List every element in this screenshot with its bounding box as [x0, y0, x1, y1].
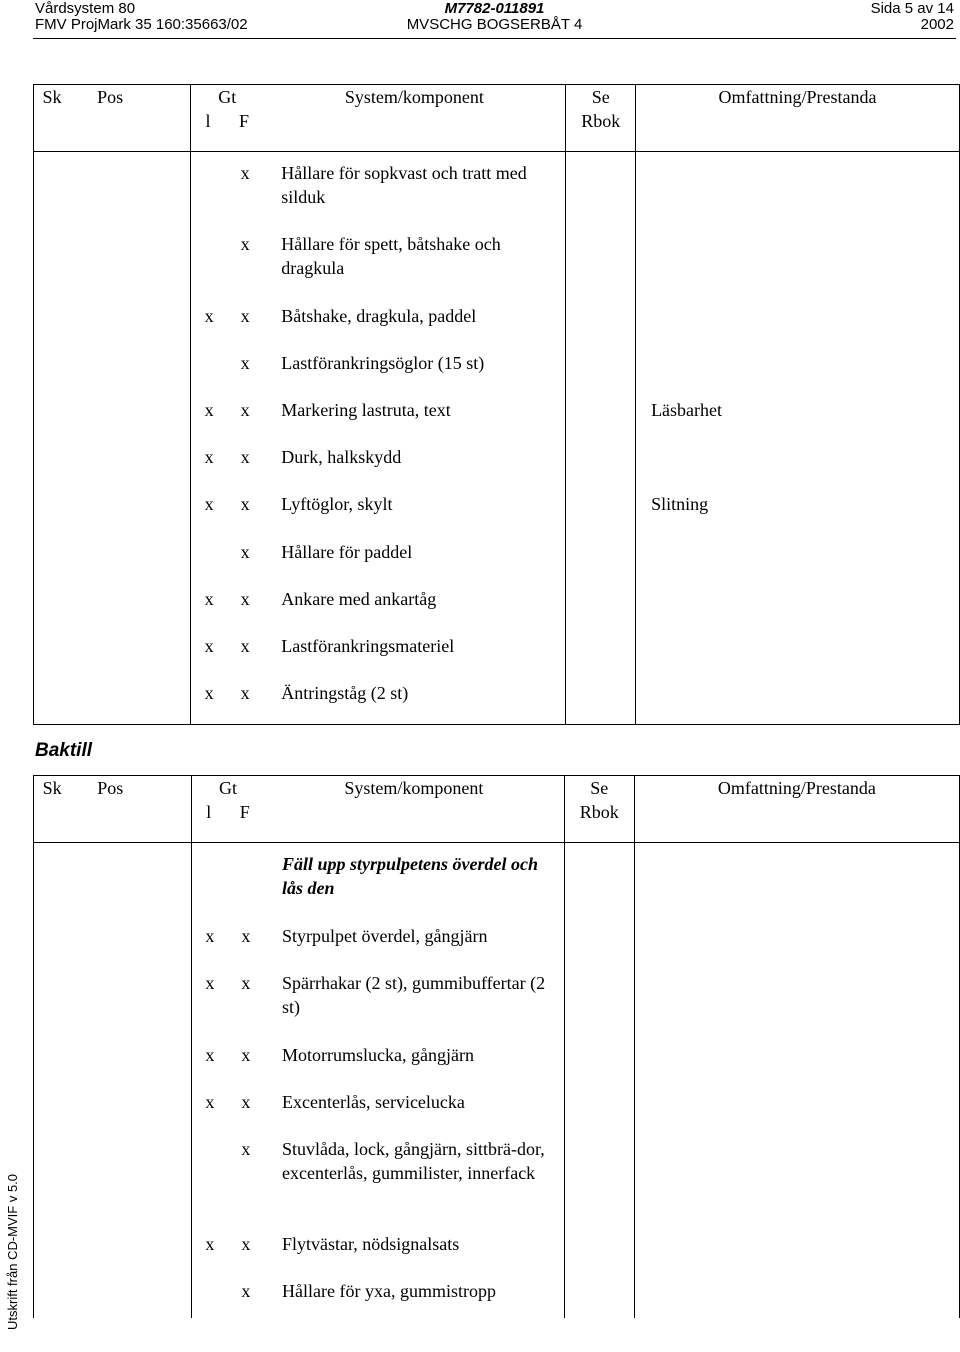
result-text	[636, 578, 960, 625]
component-table-1	[33, 84, 960, 725]
system-name: Vårdsystem 80	[35, 0, 136, 17]
mark-l: x	[191, 389, 227, 436]
mark-l: x	[191, 625, 227, 672]
component-text: Lastförankringsöglor (15 st)	[281, 352, 485, 373]
mark-l: x	[192, 962, 228, 1034]
component-text: Båtshake, dragkula, paddel	[281, 305, 477, 326]
mark-f: x	[240, 541, 250, 562]
result-text: Läsbarhet	[636, 389, 960, 436]
component-text: Äntringståg (2 st)	[263, 672, 566, 725]
col-omfattning-header: Omfattning/Prestanda	[636, 85, 960, 152]
col-omfattning-header: Omfattning/Prestanda	[634, 776, 959, 843]
component-text: Flytvästar, nödsignalsats	[282, 1233, 460, 1254]
vessel-name: MVSCHG BOGSERBÅT 4	[406, 16, 583, 33]
gt-label: Gt	[219, 778, 237, 798]
table-row	[34, 295, 960, 342]
mark-l: x	[191, 672, 227, 725]
section-title: Baktill	[35, 740, 93, 761]
col-gt-header	[191, 85, 264, 152]
table-row	[34, 1034, 960, 1081]
table-row	[34, 1270, 960, 1318]
mark-l: x	[191, 578, 227, 625]
table-row	[34, 531, 960, 578]
result-text	[636, 295, 960, 342]
mark-l	[192, 1270, 228, 1318]
gt-label: Gt	[218, 87, 237, 107]
mark-f: x	[240, 446, 250, 467]
col-sk-header: Sk	[34, 85, 71, 152]
mark-f: x	[241, 1280, 251, 1301]
component-text: Motorrumslucka, gångjärn	[282, 1044, 474, 1065]
se-label: Se	[590, 778, 609, 798]
mark-l: x	[191, 295, 227, 342]
mark-f: x	[241, 1091, 251, 1112]
component-text: Hållare för sopkvast och tratt med silduk	[281, 163, 527, 207]
se-label: Se	[591, 87, 610, 107]
component-text: Styrpulpet överdel, gångjärn	[282, 925, 488, 946]
rbok-label: Rbok	[581, 111, 621, 131]
mark-l	[191, 152, 227, 223]
header-divider	[33, 38, 956, 39]
mark-f: x	[241, 1233, 251, 1254]
result-text	[636, 625, 960, 672]
result-text	[636, 223, 960, 295]
table-row	[34, 436, 960, 483]
table-row	[34, 915, 960, 962]
section-heading-text: Fäll upp styrpulpetens överdel och lås den	[282, 854, 538, 898]
col-pos-header: Pos	[70, 85, 191, 152]
mark-l	[191, 342, 227, 389]
year: 2002	[920, 16, 954, 33]
mark-f: x	[240, 233, 250, 254]
mark-f: x	[227, 672, 263, 725]
col-se-header	[564, 776, 634, 843]
mark-f: x	[240, 493, 250, 514]
col-pos-header: Pos	[70, 776, 191, 843]
col-system-header: System/komponent	[264, 776, 564, 843]
gt-f-label: F	[239, 111, 250, 131]
result-text	[636, 342, 960, 389]
component-text: Lyftöglor, skylt	[281, 493, 393, 514]
result-text	[636, 672, 960, 725]
mark-f: x	[240, 635, 250, 656]
result-text: Slitning	[636, 483, 960, 531]
gt-l-label: l	[206, 802, 212, 822]
mark-f: x	[240, 305, 250, 326]
mark-l	[192, 1128, 228, 1223]
table-header-row	[34, 85, 960, 152]
table-row	[34, 223, 960, 295]
component-text: Ankare med ankartåg	[281, 588, 437, 609]
component-text: Stuvlåda, lock, gångjärn, sittbrä-dor, excenterlås, gummilister, innerfack	[282, 1138, 545, 1183]
component-text: Hållare för paddel	[281, 541, 413, 562]
table-row	[34, 483, 960, 531]
print-source-label: Utskrift från CD-MVIF v 5.0	[5, 1173, 20, 1330]
table-row	[34, 389, 960, 436]
result-text	[636, 152, 960, 223]
table-header-row	[34, 776, 960, 843]
component-text: Excenterlås, servicelucka	[282, 1091, 465, 1112]
mark-f: x	[240, 352, 250, 373]
component-text: Spärrhakar (2 st), gummibuffertar (2 st)	[282, 972, 546, 1017]
table-row	[34, 672, 960, 725]
table-row	[34, 152, 960, 223]
mark-l: x	[192, 915, 228, 962]
table-row	[34, 1223, 960, 1270]
mark-l: x	[191, 436, 227, 483]
page-number: Sida 5 av 14	[870, 0, 954, 17]
result-text	[636, 531, 960, 578]
rbok-label: Rbok	[579, 802, 619, 822]
table-row	[34, 1128, 960, 1223]
col-se-header	[566, 85, 636, 152]
mark-l	[191, 531, 227, 578]
component-text: Hållare för spett, båtshake och dragkula	[281, 233, 501, 278]
document-number: M7782-011891	[444, 0, 545, 17]
mark-f: x	[241, 1138, 251, 1159]
mark-l: x	[191, 483, 227, 531]
col-system-header: System/komponent	[263, 85, 566, 152]
mark-f: x	[240, 588, 250, 609]
component-text: Hållare för yxa, gummistropp	[282, 1280, 496, 1301]
component-text: Lastförankringsmateriel	[281, 635, 455, 656]
mark-f: x	[241, 1044, 251, 1065]
mark-l: x	[192, 1081, 228, 1128]
mark-l	[191, 223, 227, 295]
mark-l: x	[192, 1034, 228, 1081]
col-sk-header: Sk	[34, 776, 71, 843]
table-row	[34, 625, 960, 672]
component-table-2	[33, 775, 960, 1318]
component-text: Markering lastruta, text	[281, 399, 451, 420]
mark-f: x	[240, 399, 250, 420]
table-row	[34, 1081, 960, 1128]
table-row	[34, 578, 960, 625]
mark-f: x	[241, 972, 251, 993]
col-gt-header	[192, 776, 265, 843]
mark-f: x	[240, 163, 250, 183]
result-text	[636, 436, 960, 483]
component-text: Durk, halkskydd	[281, 446, 402, 467]
gt-l-label: l	[205, 111, 211, 131]
table-row	[34, 843, 960, 915]
mark-l: x	[192, 1223, 228, 1270]
mark-f: x	[241, 925, 251, 946]
gt-f-label: F	[239, 802, 250, 822]
project-mark: FMV ProjMark 35 160:35663/02	[35, 16, 248, 33]
table-row	[34, 342, 960, 389]
table-row	[34, 962, 960, 1034]
